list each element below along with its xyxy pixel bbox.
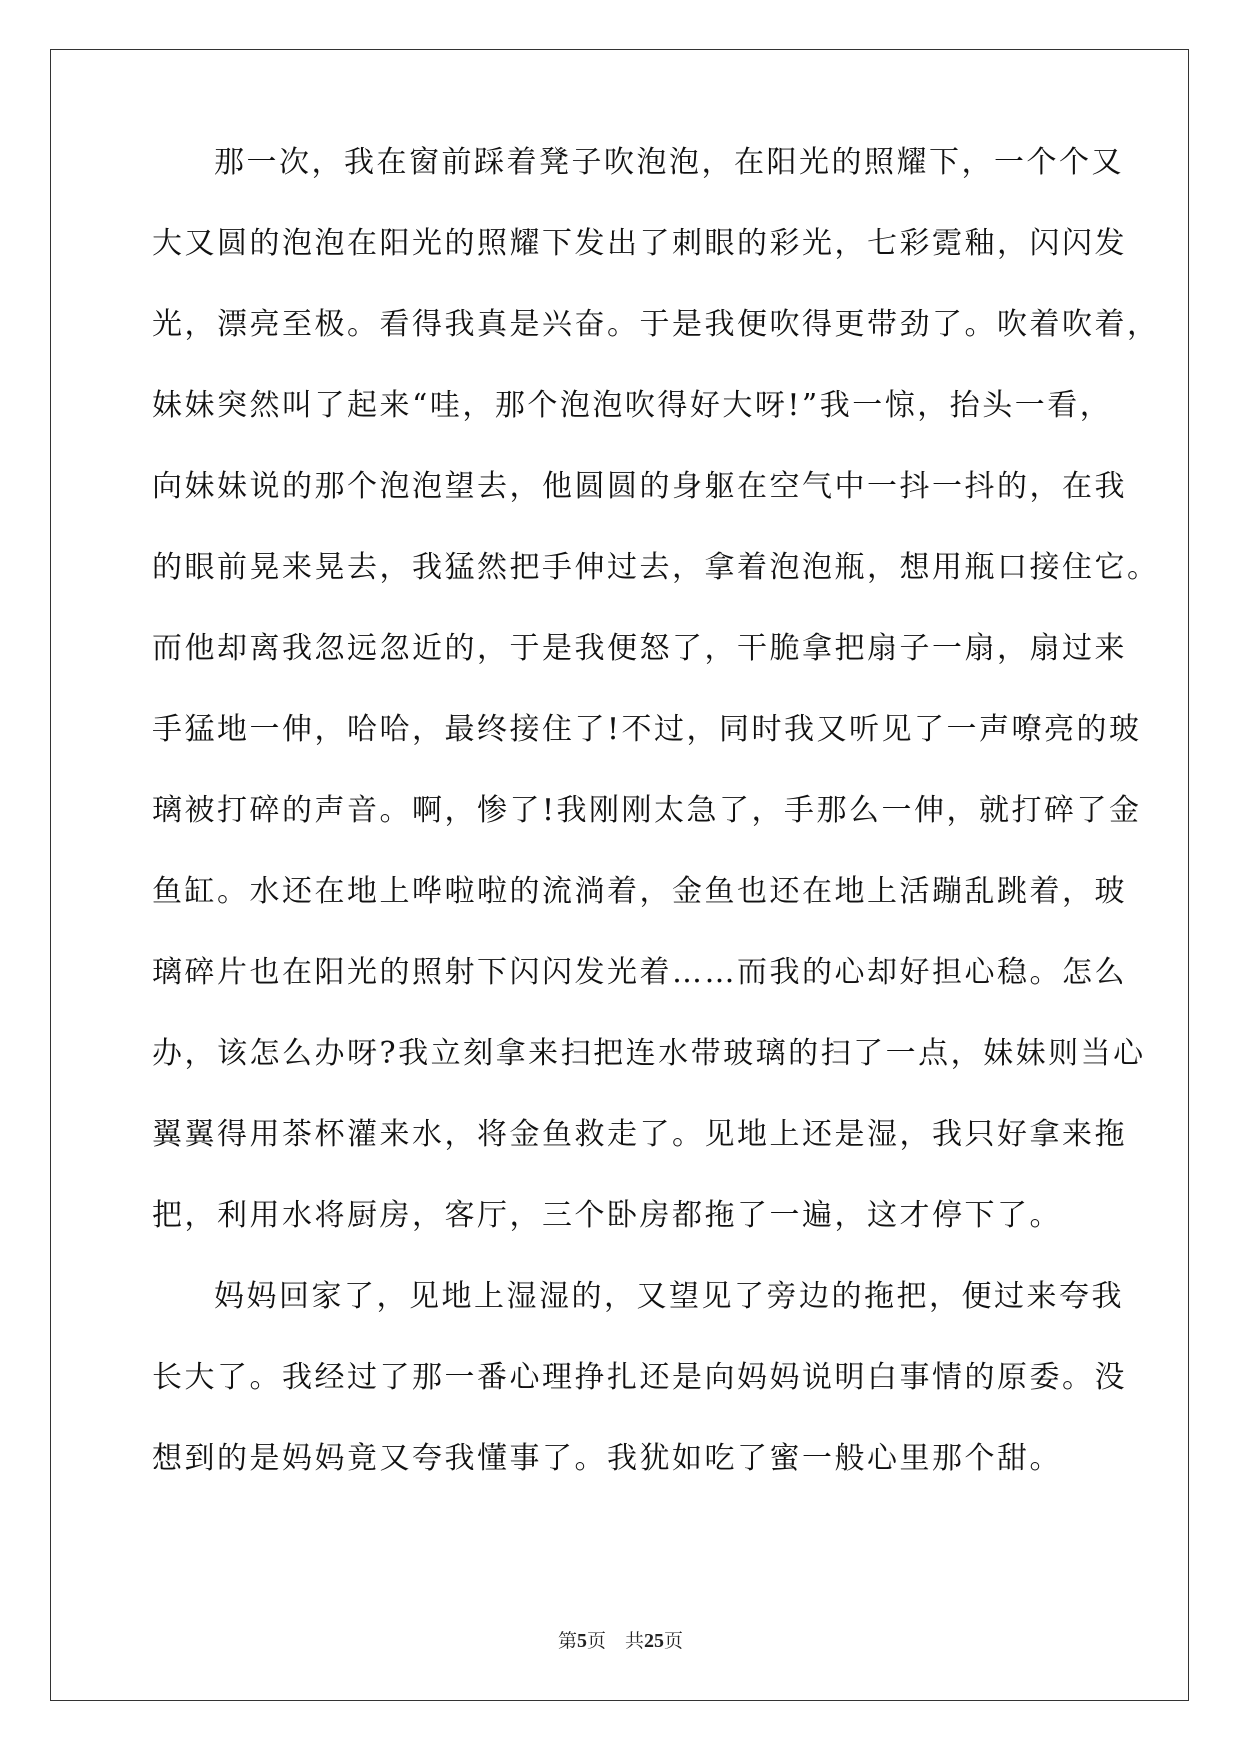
paragraph-2-line-1: 妈妈回家了，见地上湿湿的，又望见了旁边的拖把，便过来夸我 (214, 1279, 1124, 1314)
paragraph-1-line-9: 璃被打碎的声音。啊，惨了!我刚刚太急了，手那么一伸，就打碎了金 (152, 793, 1142, 828)
paragraph-1-line-12: 办，该怎么办呀?我立刻拿来扫把连水带玻璃的扫了一点，妹妹则当心 (152, 1036, 1146, 1071)
paragraph-1-line-13: 翼翼得用茶杯灌来水，将金鱼救走了。见地上还是湿，我只好拿来拖 (152, 1117, 1127, 1152)
paragraph-1-line-7: 而他却离我忽远忽近的，于是我便怒了，干脆拿把扇子一扇，扇过来 (152, 631, 1127, 666)
paragraph-1-line-10: 鱼缸。水还在地上哗啦啦的流淌着，金鱼也还在地上活蹦乱跳着，玻 (152, 874, 1127, 909)
paragraph-1-line-3: 光，漂亮至极。看得我真是兴奋。于是我便吹得更带劲了。吹着吹着， (152, 307, 1160, 342)
paragraph-1-line-8: 手猛地一伸，哈哈，最终接住了!不过，同时我又听见了一声嘹亮的玻 (152, 712, 1142, 747)
page-footer (0, 1629, 1241, 1653)
total-page-count: 25 (644, 1630, 664, 1652)
current-page-number: 5 (576, 1630, 587, 1652)
footer-suffix: 页 (664, 1630, 684, 1652)
paragraph-1-line-6: 的眼前晃来晃去，我猛然把手伸过去，拿着泡泡瓶，想用瓶口接住它。 (152, 550, 1160, 585)
paragraph-1-line-11: 璃碎片也在阳光的照射下闪闪发光着……而我的心却好担心稳。怎么 (152, 955, 1127, 990)
paragraph-1-line-5: 向妹妹说的那个泡泡望去，他圆圆的身躯在空气中一抖一抖的，在我 (152, 469, 1127, 504)
paragraph-1-line-14: 把，利用水将厨房，客厅，三个卧房都拖了一遍，这才停下了。 (152, 1198, 1062, 1233)
paragraph-2-line-3: 想到的是妈妈竟又夸我懂事了。我犹如吃了蜜一般心里那个甜。 (152, 1441, 1062, 1476)
footer-mid: 页 共 (586, 1630, 644, 1652)
paragraph-2-line-2: 长大了。我经过了那一番心理挣扎还是向妈妈说明白事情的原委。没 (152, 1360, 1127, 1395)
paragraph-1-line-2: 大又圆的泡泡在阳光的照耀下发出了刺眼的彩光，七彩霓釉，闪闪发 (152, 226, 1127, 261)
footer-prefix: 第 (557, 1630, 577, 1652)
paragraph-1-line-1: 那一次，我在窗前踩着凳子吹泡泡，在阳光的照耀下，一个个又 (214, 145, 1124, 180)
paragraph-1-line-4: 妹妹突然叫了起来“哇，那个泡泡吹得好大呀!”我一惊，抬头一看， (152, 388, 1113, 423)
